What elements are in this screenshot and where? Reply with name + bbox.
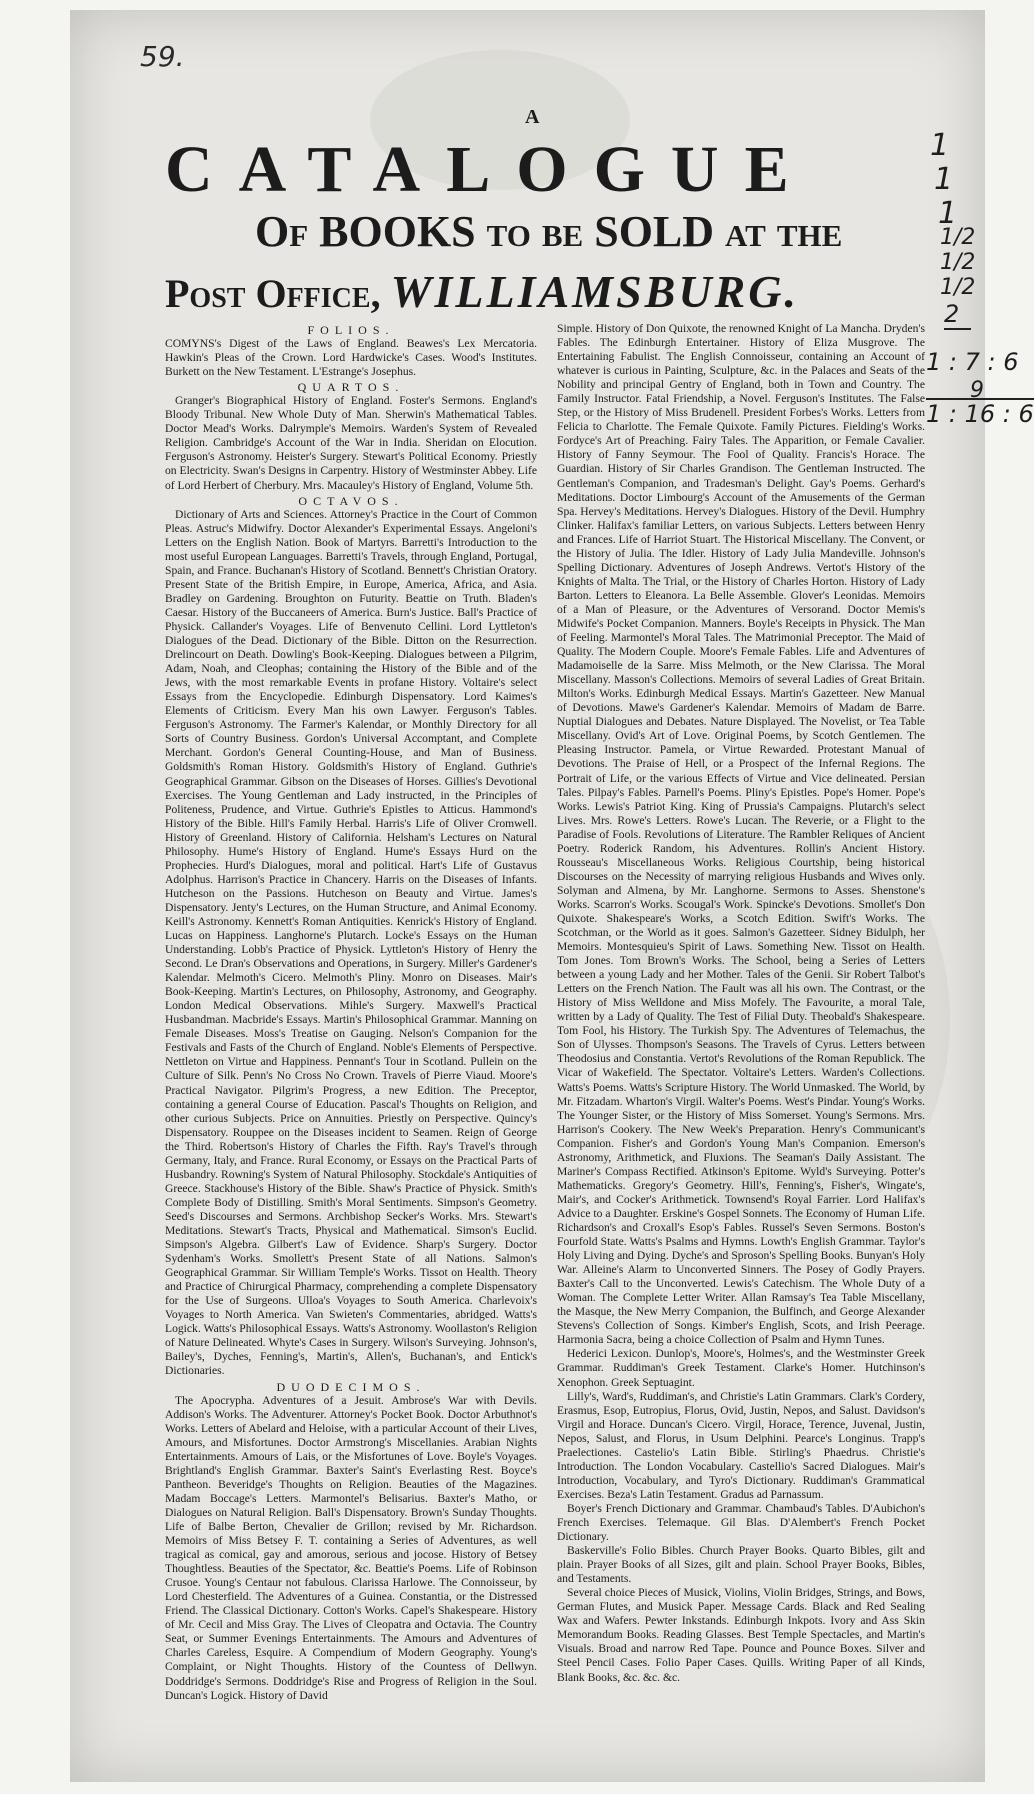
tally-mark-1: 1 [930,128,950,163]
title-subheading: Of BOOKS to be SOLD at the [255,207,843,256]
tally-mark-3: 1 [938,196,958,231]
right-column [557,322,925,1685]
tally-addition: 9 [970,378,984,403]
left-column [165,322,537,1703]
tally-half-1: 1/2 [940,225,976,250]
corner-number: 59. [140,40,185,73]
octavos-heading: OCTAVOS. [298,493,404,508]
stationery-music: Several choice Pieces of Musick, Violins, Violin Bridges, Strings, and Bows, German Flutes, and Musick Paper. Message Cards. Black and Red Sealing Wax and Wafers. Pewter Inkstands. Edinburgh Inkpots. Ivory and Ass Skin Memorandum Books. Reading Glasses. Best Temple Spectacles, and Martin's Visuals. Broad and narrow Red Tape. Pounce and Pounce Boxes. Silver and Steel Pencil Cases. Folio Paper Cases. Quills. Writing Paper of all Kinds, Blank Books, &c. &c. &c. [557,1586,925,1684]
tally-total: 1 : 16 : 6 [926,400,1034,428]
folios-heading: FOLIOS. [307,323,395,337]
title-article: A [525,106,542,128]
tally-half-3: 1/2 [940,275,976,300]
latin-books: Lilly's, Ward's, Ruddiman's, and Christie's Latin Grammars. Clark's Cordery, Erasmus, Esop, Eutropius, Florus, Ovid, Justin, Nepos, and Salust. Davidson's Virgil and Horace. Duncan's Cicero. Virgil, Horace, Terence, Juvenal, Justin, Nepos, Salust, and Florus, in Usum Delphini. Pearce's Longinus. Trapp's Praelectiones. Castelio's Latin Bible. Stirling's Phaedrus. Christie's Introduction. The London Vocabulary. Castellio's Sacred Dialogues. Mair's Introduction, Vocabulary, and Tyro's Dictionary. Ruddiman's Grammatical Exercises. Beza's Latin Testament. Gradus ad Parnassum. [557,1389,925,1501]
duodecimos-continued: Simple. History of Don Quixote, the renowned Knight of La Mancha. Dryden's Fables. The Edinburgh Entertainer. History of Eliza Musgrove. The Entertaining Fabulist. The English Connoisseur, containing an Account of whatever is curious in Painting, Sculpture, &c. in the Palaces and Seats of the Nobility and principal Gentry of England, both in Town and Country. The Family Instructor. Fatal Friendship, a Novel. Ferguson's Institutes. The False Step, or the History of Miss Brudenell. President Forbes's Works. Letters from Felicia to Charlotte. The Female Quixote. Family Pictures. Fielding's Works. Fordyce's Art of Preaching. Fairy Tales. The Apparition, or Female Cavalier. History of Fanny Seymour. The Fool of Quality. Francis's Horace. The Guardian. History of Sir Charles Grandison. The Gentleman Instructed. The Gentleman's Companion, and Tradesman's Delight. Gay's Poems. Gerhard's Meditations. Doctor Limbourg's Account of the Amusements of the German Spa. Hervey's Meditations. Hervey's Dialogues. History of the Devil. Humphry Clinker. Halifax's familiar Letters, on various Subjects. Letters between Henry and Frances. Life of Harriot Stuart. The Historical Miscellany. The Convent, or the History of Julia. The Idler. History of Lady Julia Mandeville. Johnson's Spelling Dictionary. Adventures of Joseph Andrews. Vertot's History of the Knights of Malta. The Trial, or the History of Charles Horton. History of Lady Barton. Letters to Eleanora. La Belle Assemble. Glover's Leonidas. Memoirs of a Man of Pleasure, or the Adventures of Versorand. Doctor Memis's Midwife's Pocket Companion. Manners. Boyle's Receipts in Physick. The Man of Feeling. Marmontel's Moral Tales. The Matrimonial Preceptor. The Maid of Quality. The Modern Couple. Moore's Female Fables. Life and Adventures of Madamoiselle de la Sarre. Miss Melmoth, or the New Clarissa. The Moral Miscellany. Masson's Collections. Memoirs of several Ladies of Great Britain. Milton's Works. Edinburgh Medical Essays. Martin's Gazetteer. New Manual of Devotions. Mawe's Gardener's Kalendar. Memoirs of Madam de Barre. Nuptial Dialogues and Debates. Nature Displayed. The Novelist, or Tea Table Miscellany. Ovid's Art of Love. Original Poems, by Scotch Gentlemen. The Pleasing Instructor. Pamela, or Virtue Rewarded. Protestant Manual of Devotions. The Praise of Hell, or a Prospect of the Infernal Regions. The Portrait of Life, or the various Effects of Virtue and Vice delineated. Persian Tales. Pilpay's Fables. Parnell's Poems. Pliny's Epistles. Pope's Homer. Pope's Works. Lewis's Patriot King. King of Prussia's Campaigns. Plutarch's select Lives. Mrs. Rowe's Letters. Rowe's Lucan. The Reverie, or a Flight to the Paradise of Fools. Revolutions of Literature. The Rambler Reliques of Ancient Poetry. Roderick Random, his Adventures. Rollin's Ancient History. Rousseau's Miscellaneous Works. Religious Courtship, being historical Discourses on the Necessity of marrying religious Husbands and Wives only. Solyman and Almena, by Mr. Langhorne. Sermons to Asses. Shenstone's Works. Scarron's Works. Scougal's Work. Spincke's Devotions. Smollet's Don Quixote. Shakespeare's Works, a Scotch Edition. Swift's Works. The Scotchman, or the World as it goes. Salmon's Gazetteer. Sidney Bidulph, her Memoirs. Montesquieu's Spirit of Laws. Something New. Tissot on Health. Tom Jones. Tom Brown's Works. The School, being a Series of Letters between a young Lady and her Mother. Tales of the Genii. Sir Robert Talbot's Letters on the French Nation. The Fault was all his own. The Contrast, or the History of Miss Welldone and Miss Mofely. The Favourite, a moral Tale, written by a Lady of Quality. The Test of Filial Duty. Theobald's Shakespeare. Tom Fool, his History. The Turkish Spy. The Adventures of Telemachus, the Son of Ulysses. Thompson's Seasons. The Travels of Cyrus. Letters between Theodosius and Constantia. Vertot's Revolutions of the Roman Republick. The Vicar of Wakefield. The Spectator. Voltaire's Letters. Warden's Collections. Watts's Poems. Watts's Scripture History. The World Unmasked. The World, by Mr. Fitzadam. Wharton's Virgil. Walter's Poems. West's Pindar. Young's Works. The Younger Sister, or the History of Miss Somerset. Young's Sermons. Mrs. Harrison's Cookery. The New Week's Preparation. Henry's Communicant's Companion. Fisher's and Gordon's Young Man's Companion. Emerson's Astronomy, Arithmetick, and Fluxions. The Seaman's Daily Assistant. The Mariner's Compass Rectified. Atkinson's Epitome. Wyld's Surveying. Potter's Mathematicks. Gregory's Geometry. Hill's, Fenning's, Fisher's, Wingate's, Mair's, and Cocker's Arithmetick. Townsend's Royal Farrier. Lord Halifax's Advice to a Daughter. Erskine's Gospel Sonnets. The Economy of Human Life. Richardson's and Croxall's Esop's Fables. Russel's Seven Sermons. Boston's Fourfold State. Watts's Psalms and Hymns. Lowth's English Grammar. Taylor's Holy Living and Dying. Dyche's and Sproson's Spelling Books. Bunyan's Holy War. Alleine's Alarm to Unconverted Sinners. The Posey of Godly Prayers. Baxter's Call to the Unconverted. Lewis's Catechism. The Whole Duty of a Woman. The Complete Letter Writer. Allan Ramsay's Tea Table Miscellany, the Masque, the New Merry Companion, the Bulfinch, and George Alexander Stevens's Collection of Songs. Kimber's English, Scots, and Irish Peerage. Harmonia Sacra, being a choice Collection of Psalm and Hymn Tunes. [557,322,925,1347]
greek-books: Hederici Lexicon. Dunlop's, Moore's, Holmes's, and the Westminster Greek Grammar. Ruddiman's Greek Testament. Clarke's Homer. Hutchinson's Xenophon. Greek Septuagint. [557,1347,925,1389]
duodecimos-list: The Apocrypha. Adventures of a Jesuit. Ambrose's War with Devils. Addison's Works. The Adventurer. Attorney's Pocket Book. Doctor Arbuthnot's Works. Letters of Abelard and Heloise, with a particular Account of their Lives, Amours, and Misfortunes. Doctor Armstrong's Miscellanies. Arabian Nights Entertainments. Amours of Lais, or the Misfortunes of Love. Boyle's Voyages. Brightland's English Grammar. Baxter's Saint's Everlasting Rest. Boyce's Pantheon. Beveridge's Thoughts on Religion. Beauties of the Magazines. Madam Boccage's Letters. Marmontel's Belisarius. Baxter's Matho, or Dialogues on Natural Religion. Ball's Dispensatory. Brown's Sunday Thoughts. Life of Balbe Berton, Chevalier de Grillon; revised by Mr. Richardson. Memoirs of Miss Betsey F. T. containing a Series of Adventures, as well tragical as comical, gay and amorous, serious and jocose. History of Betsey Thoughtless. Beauties of the Spectator, &c. Beattie's Poems. Life of Robinson Crusoe. Young's Centaur not fabulous. Clarissa Harlowe. The Connoisseur, by Lord Chesterfield. The Adventures of a Guinea. Constantia, or the Distressed Friend. The Classical Dictionary. Cotton's Works. Capel's Shakespeare. History of Mr. Cecil and Miss Gray. The Lives of Cleopatra and Octavia. The Country Seat, or Summer Evenings Entertainments. The Amours and Adventures of Charles Careless, Esquire. A Compendium of Modern Geography. Young's Complaint, or Night Thoughts. History of the Countess of Dellwyn. Doddridge's Sermons. Doddridge's Rise and Progress of Religion in the Soul. Duncan's Logick. History of David [165,1393,537,1702]
title-post-office: Post Office, [165,271,381,316]
title-catalogue: CATALOGUE [165,133,815,206]
title-williamsburg: WILLIAMSBURG. [390,266,799,317]
duodecimos-heading: DUODECIMOS. [276,1379,426,1394]
quartos-list: Granger's Biographical History of England. Foster's Sermons. England's Bloody Tribunal. New Whole Duty of Man. Sherwin's Mathematical Tables. Doctor Mead's Works. Dalrymple's Memoirs. Warden's System of Revealed Religion. Cambridge's Account of the War in India. Sheridan on Elocution. Ferguson's Astronomy. Heister's Surgery. Stewart's Political Economy. Priestly on Electricity. Swan's Designs in Carpentry. History of Westminster Abbey. Life of Lord Herbert of Cherbury. Mrs. Macauley's History of England, Volume 5th. [165,394,537,492]
bibles-prayer-books: Baskerville's Folio Bibles. Church Prayer Books. Quarto Bibles, gilt and plain. Prayer Books of all Sizes, gilt and plain. School Prayer Books, Bibles, and Testaments. [557,1544,925,1586]
folios-list: COMYNS's Digest of the Laws of England. Beawes's Lex Mercatoria. Hawkin's Pleas of the Crown. Lord Hardwicke's Cases. Wood's Institutes. Burkett on the New Testament. L'Estrange's Josephus. [165,337,537,379]
quartos-heading: QUARTOS. [297,380,405,395]
octavos-list: Dictionary of Arts and Sciences. Attorney's Practice in the Court of Common Pleas. Astruc's Midwifry. Doctor Alexander's Experimental Essays. Angeloni's Letters on the English Nation. Book of Martyrs. Barretti's Introduction to the most useful European Languages. Barretti's Travels, through England, Portugal, Spain, and France. Buchanan's History of Scotland. Bennett's Christian Oratory. Present State of the British Empire, in Europe, America, Africa, and Asia. Bradley on Gardening. Broughton on Futurity. Beattie on Truth. Bladen's Caesar. History of the Buccaneers of America. Burn's Justice. Ball's Practice of Physick. Callander's Voyages. Life of Benvenuto Cellini. Lord Lyttleton's Dialogues of the Dead. Dictionary of the Bible. Ditton on the Resurrection. Drelincourt on Death. Dowling's Book-Keeping. Dialogues between a Pilgrim, Adam, Noah, and Cleophas; containing the History of the Bible and of the Jews, with the most remarkable Events in profane History. Voltaire's select Essays from the Encyclopedie. Edinburgh Dispensatory. Lord Kaimes's Elements of Criticism. Every Man his own Lawyer. Ferguson's Tables. Ferguson's Astronomy. The Farmer's Kalendar, or Monthly Directory for all Sorts of Country Business. Gordon's Universal Accomptant, and Complete Merchant. Gordon's General Counting-House, and Man of Business. Goldsmith's Roman History. Goldsmith's History of England. Guthrie's Geographical Grammar. Gibson on the Diseases of Horses. Gillies's Devotional Exercises. The Young Gentleman and Lady instructed, in the Principles of Politeness, Prudence, and Virtue. Guthrie's Epistles to Atticus. Hammond's History of the Bible. Hill's Family Herbal. Harris's Life of Oliver Cromwell. History of Greenland. History of California. Helsham's Lectures on Natural Philosophy. Hume's History of England. Hume's Essays Hurd on the Prophecies. Hurd's Dialogues, moral and political. Hart's Life of Gustavus Adolphus. Harrison's Practice in Chancery. Harris on the Diseases of Infants. Hutcheson on the Passions. Hutcheson on Beauty and Virtue. James's Dispensatory. Jenty's Lectures, on the Human Structure, and Animal Economy. Keill's Astronomy. Kennett's Roman Antiquities. Kenrick's History of England. Lucas on Happiness. Langhorne's Plutarch. Locke's Essays on the Human Understanding. Lobb's Practice of Physick. Lyttleton's History of Henry the Second. Le Dran's Observations and Operations, in Surgery. Miller's Gardener's Kalendar. Melmoth's Cicero. Melmoth's Pliny. Monro on Diseases. Mair's Book-Keeping. Martin's Lectures, on Philosophy, Astronomy, and Geography. London Medical Observations. Mihle's Surgery. Maxwell's Practical Husbandman. Macbride's Essays. Martin's Philosophical Grammar. Manning on Female Diseases. Moss's Treatise on Gauging. Nelson's Companion for the Festivals and Fasts of the Church of England. Noble's Elements of Perspective. Nettleton on Virtue and Happiness. Pennant's Tour in Scotland. Pullein on the Culture of Silk. Penn's No Cross No Crown. Travels of Pierre Viaud. Moore's Practical Navigator. Pilgrim's Progress, a new Edition. The Preceptor, containing a general Course of Education. Pascal's Thoughts on Religion, and other curious Subjects. Price on Annuities. Priestly on Perspective. Quincy's Dispensatory. Rouppee on the Diseases incident to Seamen. Reign of George the Third. Robertson's History of Charles the Fifth. Ray's Travel's through Germany, Italy, and France. Rural Economy, or Essays on the Practical Parts of Husbandry. Rowning's System of Natural Philosophy. Stockdale's Antiquities of Greece. Stackhouse's History of the Bible. Shaw's Practice of Physick. Smith's Complete Body of Distilling. Smith's Moral Sentiments. Simpson's Geometry. Seed's Discourses and Sermons. Archbishop Secker's Works. Mrs. Stewart's Meditations. Stewart's Tracts, Physical and Mathematical. Simson's Euclid. Simpson's Algebra. Gilbert's Law of Evidence. Sharp's Surgery. Doctor Sydenham's Works. Smollett's Present State of all Nations. Salmon's Geographical Grammar. Sir William Temple's Works. Tissot on Health. Theory and Practice of Chirurgical Pharmacy, comprehending a complete Dispensatory for the Use of Surgeons. Ulloa's Voyages to South America. Charlevoix's Voyages to North America. Van Swieten's Commentaries, abridged. Watts's Logick. Watts's Philosophical Essays. Watts's Astronomy. Woollaston's Religion of Nature Delineated. Whyte's Cases in Surgery. Wilson's Surveying. Johnson's, Bailey's, Dyches, Fenning's, Martin's, Allen's, Buchanan's, and Entick's Dictionaries. [165,507,537,1378]
tally-two: 2 [944,300,971,330]
tally-half-2: 1/2 [940,250,976,275]
tally-mark-2: 1 [934,162,954,197]
catalogue-sheet [70,10,1034,1782]
french-books: Boyer's French Dictionary and Grammar. Chambaud's Tables. D'Aubichon's French Exercises. Telemaque. Gil Blas. D'Alembert's French Pocket Dictionary. [557,1501,925,1544]
title-location [165,265,799,318]
tally-subtotal: 1 : 7 : 6 [926,348,1019,376]
